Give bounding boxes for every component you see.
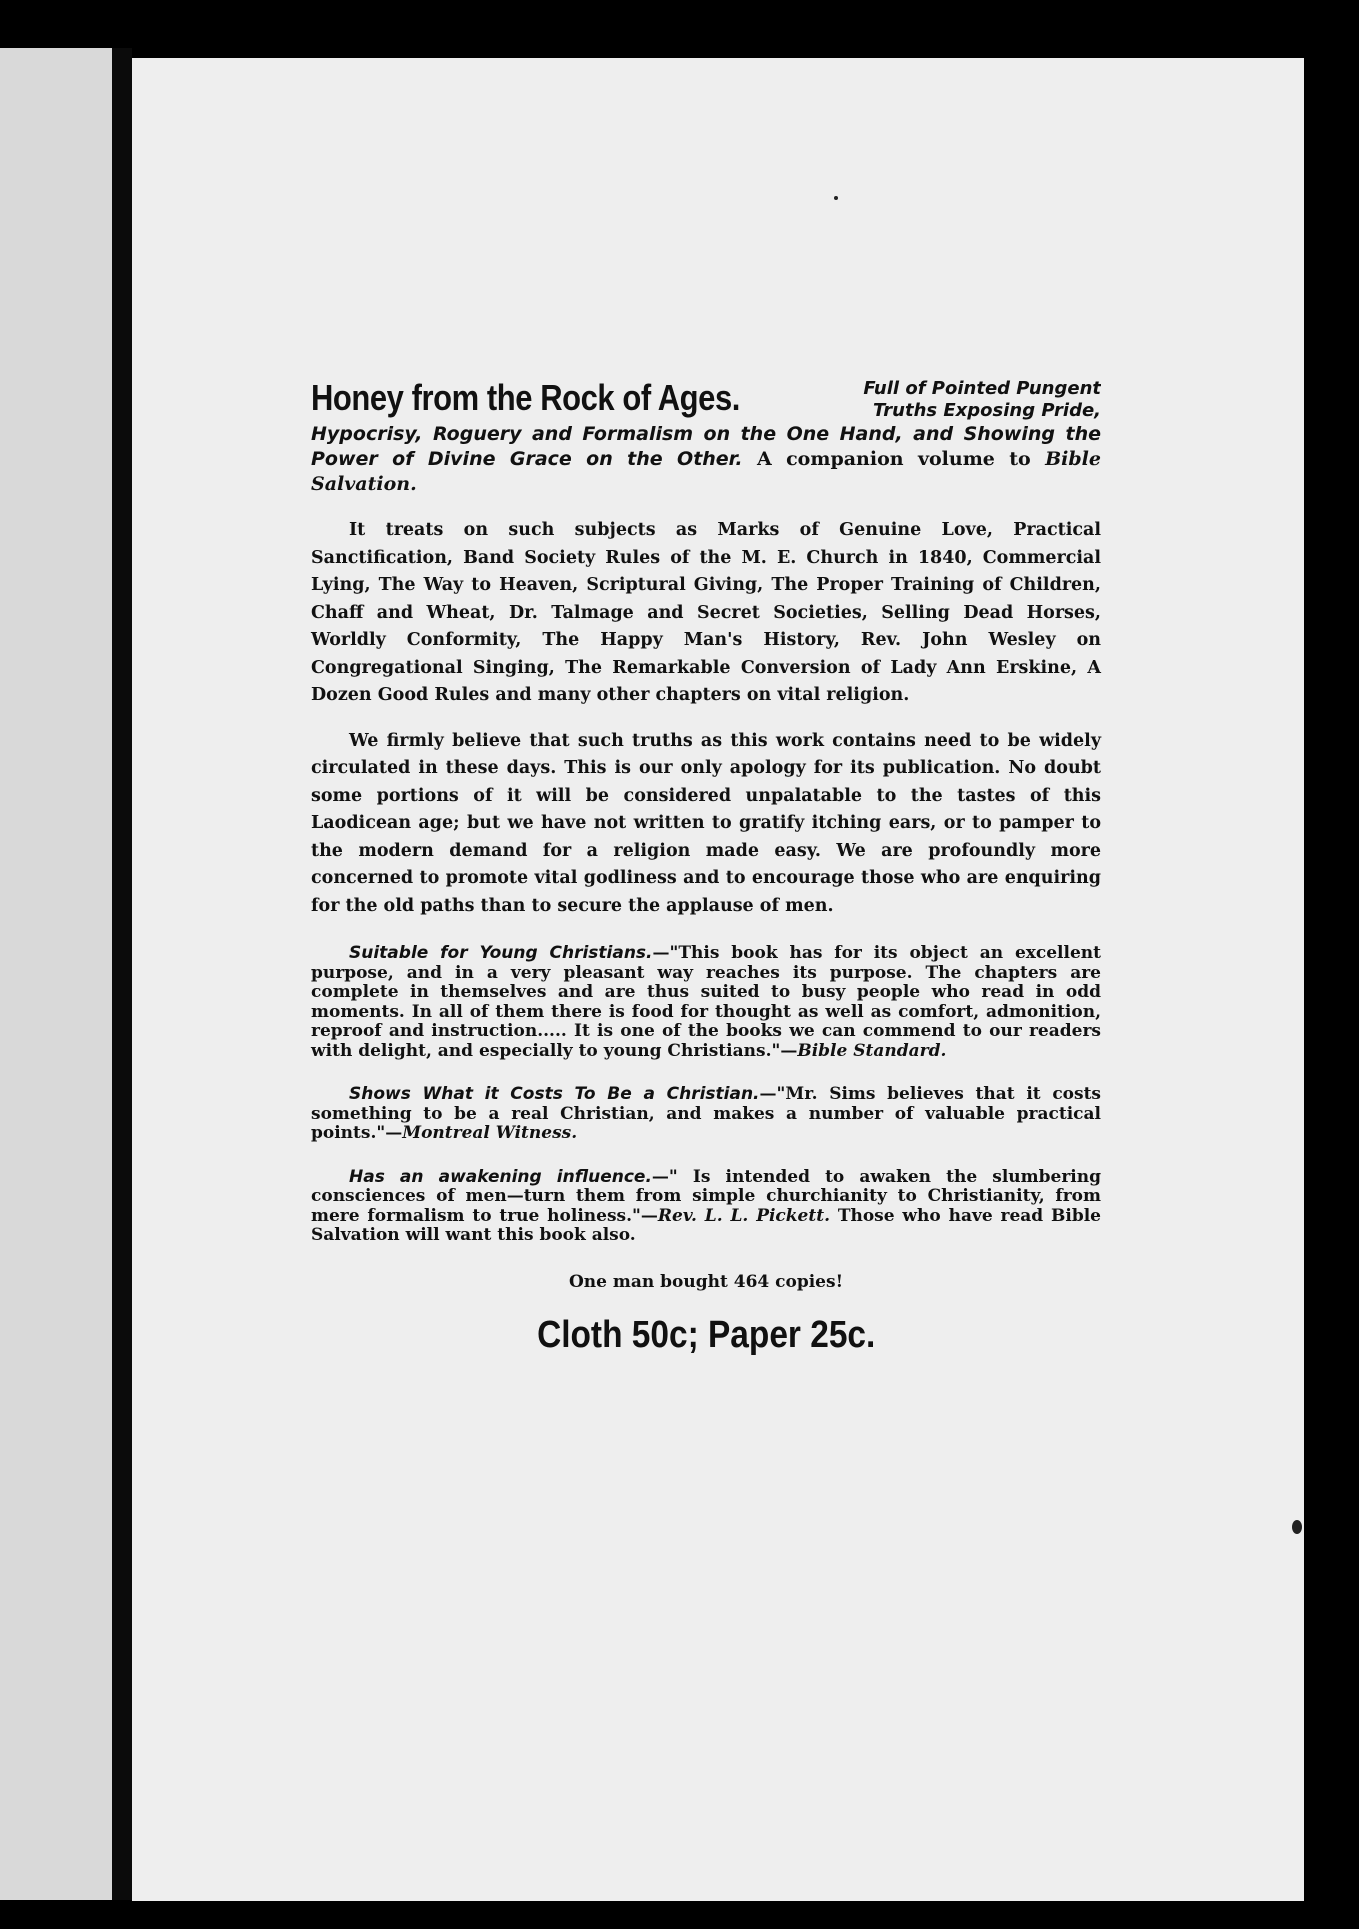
speck [834,196,838,200]
review-awakening: Has an awakening influence.—" Is intended to awaken the slumbering consciences of men—turn them from simple churchianity to Christianity, from mere formalism to true holiness."—Rev. L. L. Pickett. Those who have read Bible Salvation will want this book also. [311,1166,1101,1245]
price-line: Cloth 50c; Paper 25c. [536,1313,876,1356]
companion-ref: Bible Salvation. [311,448,1101,495]
review-source: Rev. L. L. Pickett. [657,1205,830,1226]
speck [1292,1520,1302,1534]
advertisement [311,378,1101,1357]
review-source: Montreal Witness. [402,1123,578,1143]
tagline-top: Full of Pointed Pungent Truths Exposing Pride, [863,378,1101,421]
tagline-rest: Hypocrisy, Roguery and Formalism on the One Hand, and Showing the Power of Divine Grace on the Other. A companion volume to Bible Salvation. [311,423,1101,495]
companion-note: A companion volume to [756,448,1031,470]
book-gutter [112,48,132,1900]
paragraph-belief: We firmly believe that such truths as this work contains need to be widely circulated in these days. This is our only apology for its publication. No doubt some portions of it will be considered unpalatable to the tastes of this Laodicean age; but we have not written to gratify itching ears, or to pamper to the modern demand for a religion made easy. We are profoundly more concerned to promote vital godliness and to encourage those who are enquiring for the old paths than to secure the applause of men. [311,730,1101,916]
heading-block [311,378,1101,497]
copies-note: One man bought 464 copies! [568,1271,844,1292]
review-source: Bible Standard. [797,1040,947,1061]
facing-page-edge [0,48,112,1900]
review-costs: Shows What it Costs To Be a Christian.—"Mr. Sims believes that it costs something to be a real Christian, and makes a number of valuable practical points."—Montreal Witness. [311,1084,1101,1143]
paragraph-subjects: It treats on such subjects as Marks of Genuine Love, Practical Sanctification, Band Society Rules of the M. E. Church in 1840, Commercial Lying, The Way to Heaven, Scriptural Giving, The Proper Training of Children, Chaff and Wheat, Dr. Talmage and Secret Societies, Selling Dead Horses, Worldly Conformity, The Happy Man's History, Rev. John Wesley on Congregational Singing, The Remarkable Conversion of Lady Ann Erskine, A Dozen Good Rules and many other chapters on vital religion. [311,520,1101,705]
book-title: Honey from the Rock of Ages. [311,378,740,418]
review-young-christians: Suitable for Young Christians.—"This book has for its object an excellent purpose, and in a very pleasant way reaches its purpose. The chapters are complete in themselves and are thus suited to busy people who read in odd moments. In all of them there is food for thought as well as comfort, admonition, reproof and instruction..... It is one of the books we can commend to our readers with delight, and especially to young Christians."—Bible Standard. [311,943,1102,1061]
